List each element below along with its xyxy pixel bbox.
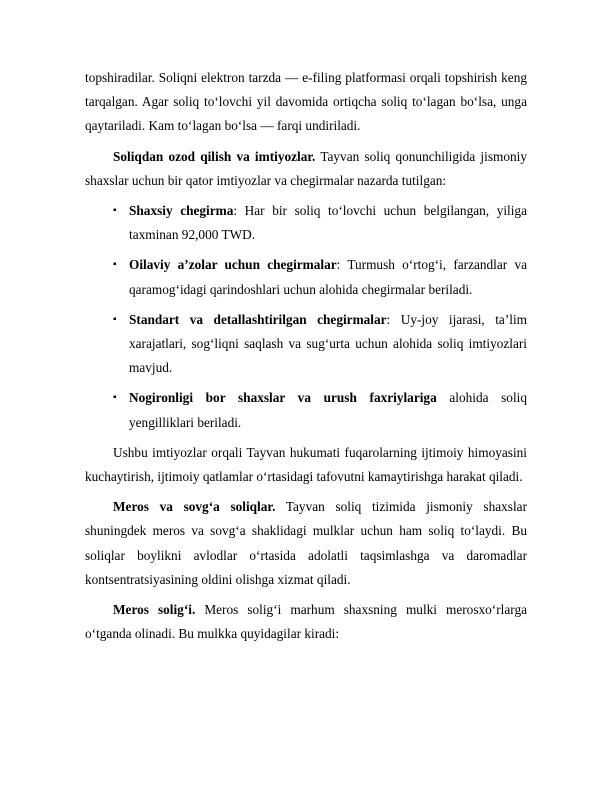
list-item-term: Oilaviy a’zolar uchun chegirmalar (129, 257, 337, 273)
paragraph-exemptions-text: Tayvan soliq qonunchiligida jismoniy shaxslar uchun bir qator imtiyozlar va chegirmalar nazarda tutilgan: (85, 148, 527, 188)
paragraph-inheritance-gift-text: Tayvan soliq tizimida jismoniy shaxslar shuningdek meros va sovg‘a shaklidagi mulklar uchun ham soliq to‘laydi. Bu soliqlar boylikni avlodlar o‘rtasida adolatli taqsimlashga va daromadlar kontsentratsiyasining oldini olishga xizmat qiladi. (85, 499, 528, 587)
paragraph-filing (85, 66, 527, 139)
list-item-text: : Har bir soliq to‘lovchi uchun belgilangan, yiliga taxminan 92,000 TWD. (129, 203, 527, 243)
list-item-text: : Turmush o‘rtog‘i, farzandlar va qaramog‘idagi qarindoshlari uchun alohida chegirmalar beriladi. (129, 257, 527, 297)
exemptions-list (85, 199, 527, 435)
list-item-term: Standart va detallashtirilgan chegirmalar (129, 311, 387, 327)
paragraph-purpose (85, 441, 527, 489)
paragraph-filing-text: topshiradilar. Soliqni elektron tarzda — e-filing platformasi orqali topshirish keng tarqalgan. Agar soliq to‘lovchi yil davomida ortiqcha soliq to‘lagan bo‘lsa, unga qaytariladi. Kam to‘lagan bo‘lsa — farqi undiriladi. (85, 70, 527, 134)
list-item (85, 199, 527, 247)
heading-exemptions: Soliqdan ozod qilish va imtiyozlar. (113, 148, 316, 164)
heading-inheritance-gift: Meros va sovg‘a soliqlar. (113, 499, 276, 515)
bullet-icon: ▪ (113, 313, 117, 325)
paragraph-inheritance-tax (85, 598, 527, 646)
list-item (85, 308, 527, 381)
list-item-term: Shaxsiy chegirma (129, 203, 234, 219)
heading-inheritance-tax: Meros solig‘i. (113, 602, 196, 618)
paragraph-inheritance-tax-text: Meros solig‘i marhum shaxsning mulki merosxo‘rlarga o‘tganda olinadi. Bu mulkka quyidagilar kiradi: (85, 602, 527, 642)
document-body (85, 66, 527, 652)
bullet-icon: ▪ (113, 205, 117, 217)
list-item-text: : Uy-joy ijarasi, ta’lim xarajatlari, sog‘liqni saqlash va sug‘urta uchun alohida soliq imtiyozlari mavjud. (129, 311, 527, 376)
list-item-term: Nogironligi bor shaxslar va urush faxriylariga (129, 390, 437, 406)
bullet-icon: ▪ (113, 392, 117, 404)
list-item (85, 253, 527, 301)
paragraph-purpose-text: Ushbu imtiyozlar orqali Tayvan hukumati fuqarolarning ijtimoiy himoyasini kuchaytirish, ijtimoiy qatlamlar o‘rtasidagi tafovutni kamaytirishga harakat qiladi. (85, 444, 527, 485)
bullet-icon: ▪ (113, 259, 117, 271)
paragraph-inheritance-gift (85, 495, 527, 592)
list-item-text: alohida soliq yengilliklari beriladi. (129, 390, 527, 430)
paragraph-exemptions (85, 145, 527, 193)
list-item (85, 386, 527, 434)
